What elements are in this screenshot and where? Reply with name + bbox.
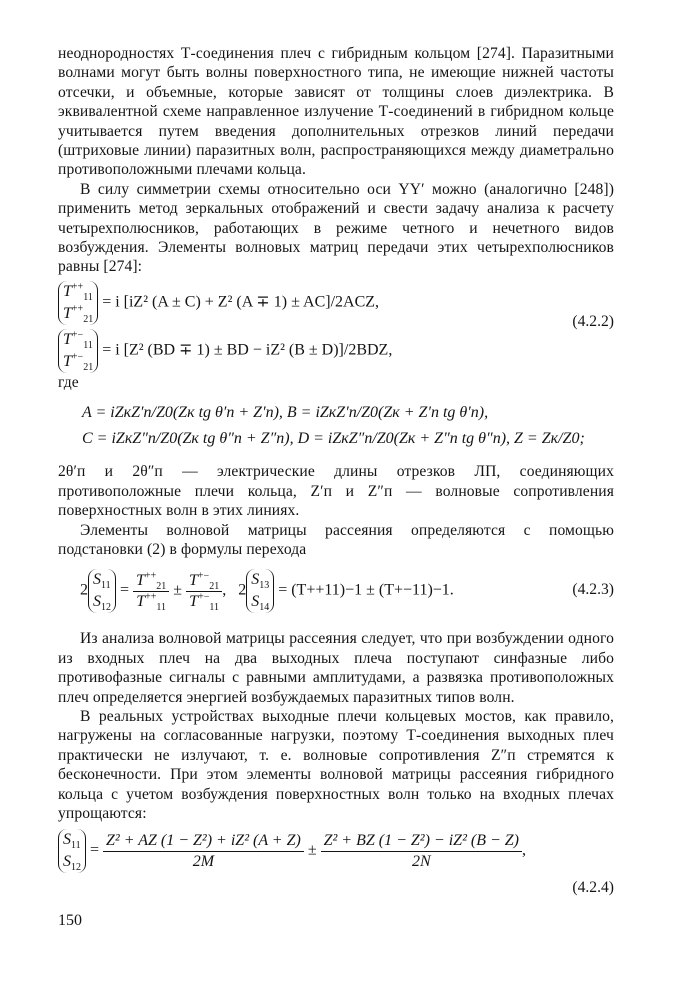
equation-number: (4.2.2)	[572, 312, 614, 330]
fraction	[321, 831, 522, 872]
equation-4-2-4	[58, 829, 614, 903]
equation-4-2-2-row1	[58, 281, 379, 325]
equation-4-2-2	[58, 279, 614, 374]
paragraph-4: Элементы волновой матрицы рассеяния определяются с помощью подстановки (2) в формулы перехода	[58, 521, 614, 558]
paragraph-6: В реальных устройствах выходные плечи кольцевых мостов, как правило, нагружены на согласованные нагрузки, поэтому Т-соединения выходных плеч практически не излучают, т. е. волновые сопротивления Z″п стремятся к бесконечности. При этом элементы волновой матрицы рассеяния гибридного кольца с учетом возбуждения поверхностных волн только на входных плечах упрощаются:	[58, 707, 614, 822]
numerator: Z² + BZ (1 − Z²) − iZ² (B − Z)	[321, 831, 522, 852]
paragraph-2: В силу симметрии схемы относительно оси YY′ можно (аналогично [248]) применить метод зеркальных отображений и свести задачу анализа к расчету четырехполюсников, работающих в режиме четного и нечетного видов возбуждения. Элементы волновых матриц передачи этих четырехполюсников равны [274]:	[58, 180, 614, 276]
equation-4-2-3	[58, 563, 614, 623]
paragraph-3: 2θ′п и 2θ″п — электрические длины отрезков ЛП, соединяющих противоположные плечи кольца, Z′п и Z″п — волновые сопротивления поверхностных волн в этих линиях.	[58, 463, 614, 520]
paragraph-5: Из анализа волновой матрицы рассеяния следует, что при возбуждении одного из входных плеч на два выходных плеча поступают синфазные либо противофазные сигналы с равными амплитудами, а развязка противоположных плеч определяется энергией возбуждаемых паразитных типов волн.	[58, 630, 614, 706]
fraction: $\frac{T^{++}_{21}}{T^{++}_{11}}$	[133, 571, 169, 612]
fraction: $\frac{T^{+-}_{21}}{T^{+-}_{11}}$	[186, 571, 222, 612]
page-body	[58, 44, 614, 903]
definitions-line-2: C = iZкZ″п/Z0(Zк tg θ″п + Z″п), D = iZкZ″п/Z0(Zк + Z″п tg θ″п), Z = Zк/Z0;	[82, 430, 585, 448]
left-brace: $S_{13}$ $S_{14}$	[246, 569, 274, 613]
fraction	[103, 831, 304, 872]
left-brace: $S_{11}$ $S_{12}$	[88, 569, 116, 613]
equation-number: (4.2.4)	[572, 879, 614, 897]
left-brace: $S_{11}$ $S_{12}$	[58, 829, 86, 873]
left-brace: $T^{+-}_{11}$ $T^{+-}_{21}$	[58, 329, 98, 373]
equation-4-2-3-body: $2S_{11}$ $S_{12}$ = $\frac{T^{++}_{21}}{T^{++}_{11}}$ ± $\frac{T^{+-}_{21}}{T^{+-}_{11}}$ , $2S_{13}$ $S_{14} = (T++11)-1 \pm (T+-11)-1$.	[80, 570, 454, 614]
equation-4-2-3-rhs: = (T++11)−1 ± (T+−11)−1.	[278, 581, 454, 599]
where-label: где	[58, 373, 79, 391]
page-number: 150	[58, 912, 82, 929]
numerator: Z² + AZ (1 − Z²) + iZ² (A + Z)	[103, 831, 304, 852]
equation-number: (4.2.3)	[572, 581, 614, 599]
definitions-line-1: A = iZкZ′п/Z0(Zк tg θ′п + Z′п), B = iZкZ′п/Z0(Zк + Z′п tg θ′п),	[82, 404, 489, 422]
denominator: 2N	[411, 852, 431, 870]
equation-4-2-2-row2-rhs: = i [Z² (BD ∓ 1) ± BD − iZ² (B ± D)]/2BDZ,	[102, 341, 393, 359]
denominator: 2M	[192, 852, 215, 870]
paragraph-1: неоднородностях Т-соединения плеч с гибридным кольцом [274]. Паразитными волнами могут быть волны поверхностного типа, не имеющие нижней частоты отсечки, и объемные, которые зависят от толщины слоев диэлектрика. В эквивалентной схеме направленное излучение Т-соединений в гибридном кольце учитывается путем введения дополнительных отрезков линий передачи (штриховые линии) паразитных волн, распространяющихся между диаметрально противоположными плечами кольца.	[58, 45, 614, 179]
equation-4-2-2-row2	[58, 329, 392, 373]
equation-4-2-4-body: $S_{11}$ $S_{12}$ = $\frac{\text{Z² + AZ (1 − Z²) + iZ² (A + Z)}}{2M}$ ± $\frac{\text{Z² + BZ (1 − Z²) − iZ² (B − Z)}}{2N}$ ,	[58, 829, 526, 873]
equation-4-2-2-row1-rhs: = i [iZ² (A ± C) + Z² (A ∓ 1) ± AC]/2ACZ,	[102, 293, 380, 311]
left-brace: $T^{++}_{11}$ $T^{++}_{21}$	[58, 281, 98, 325]
